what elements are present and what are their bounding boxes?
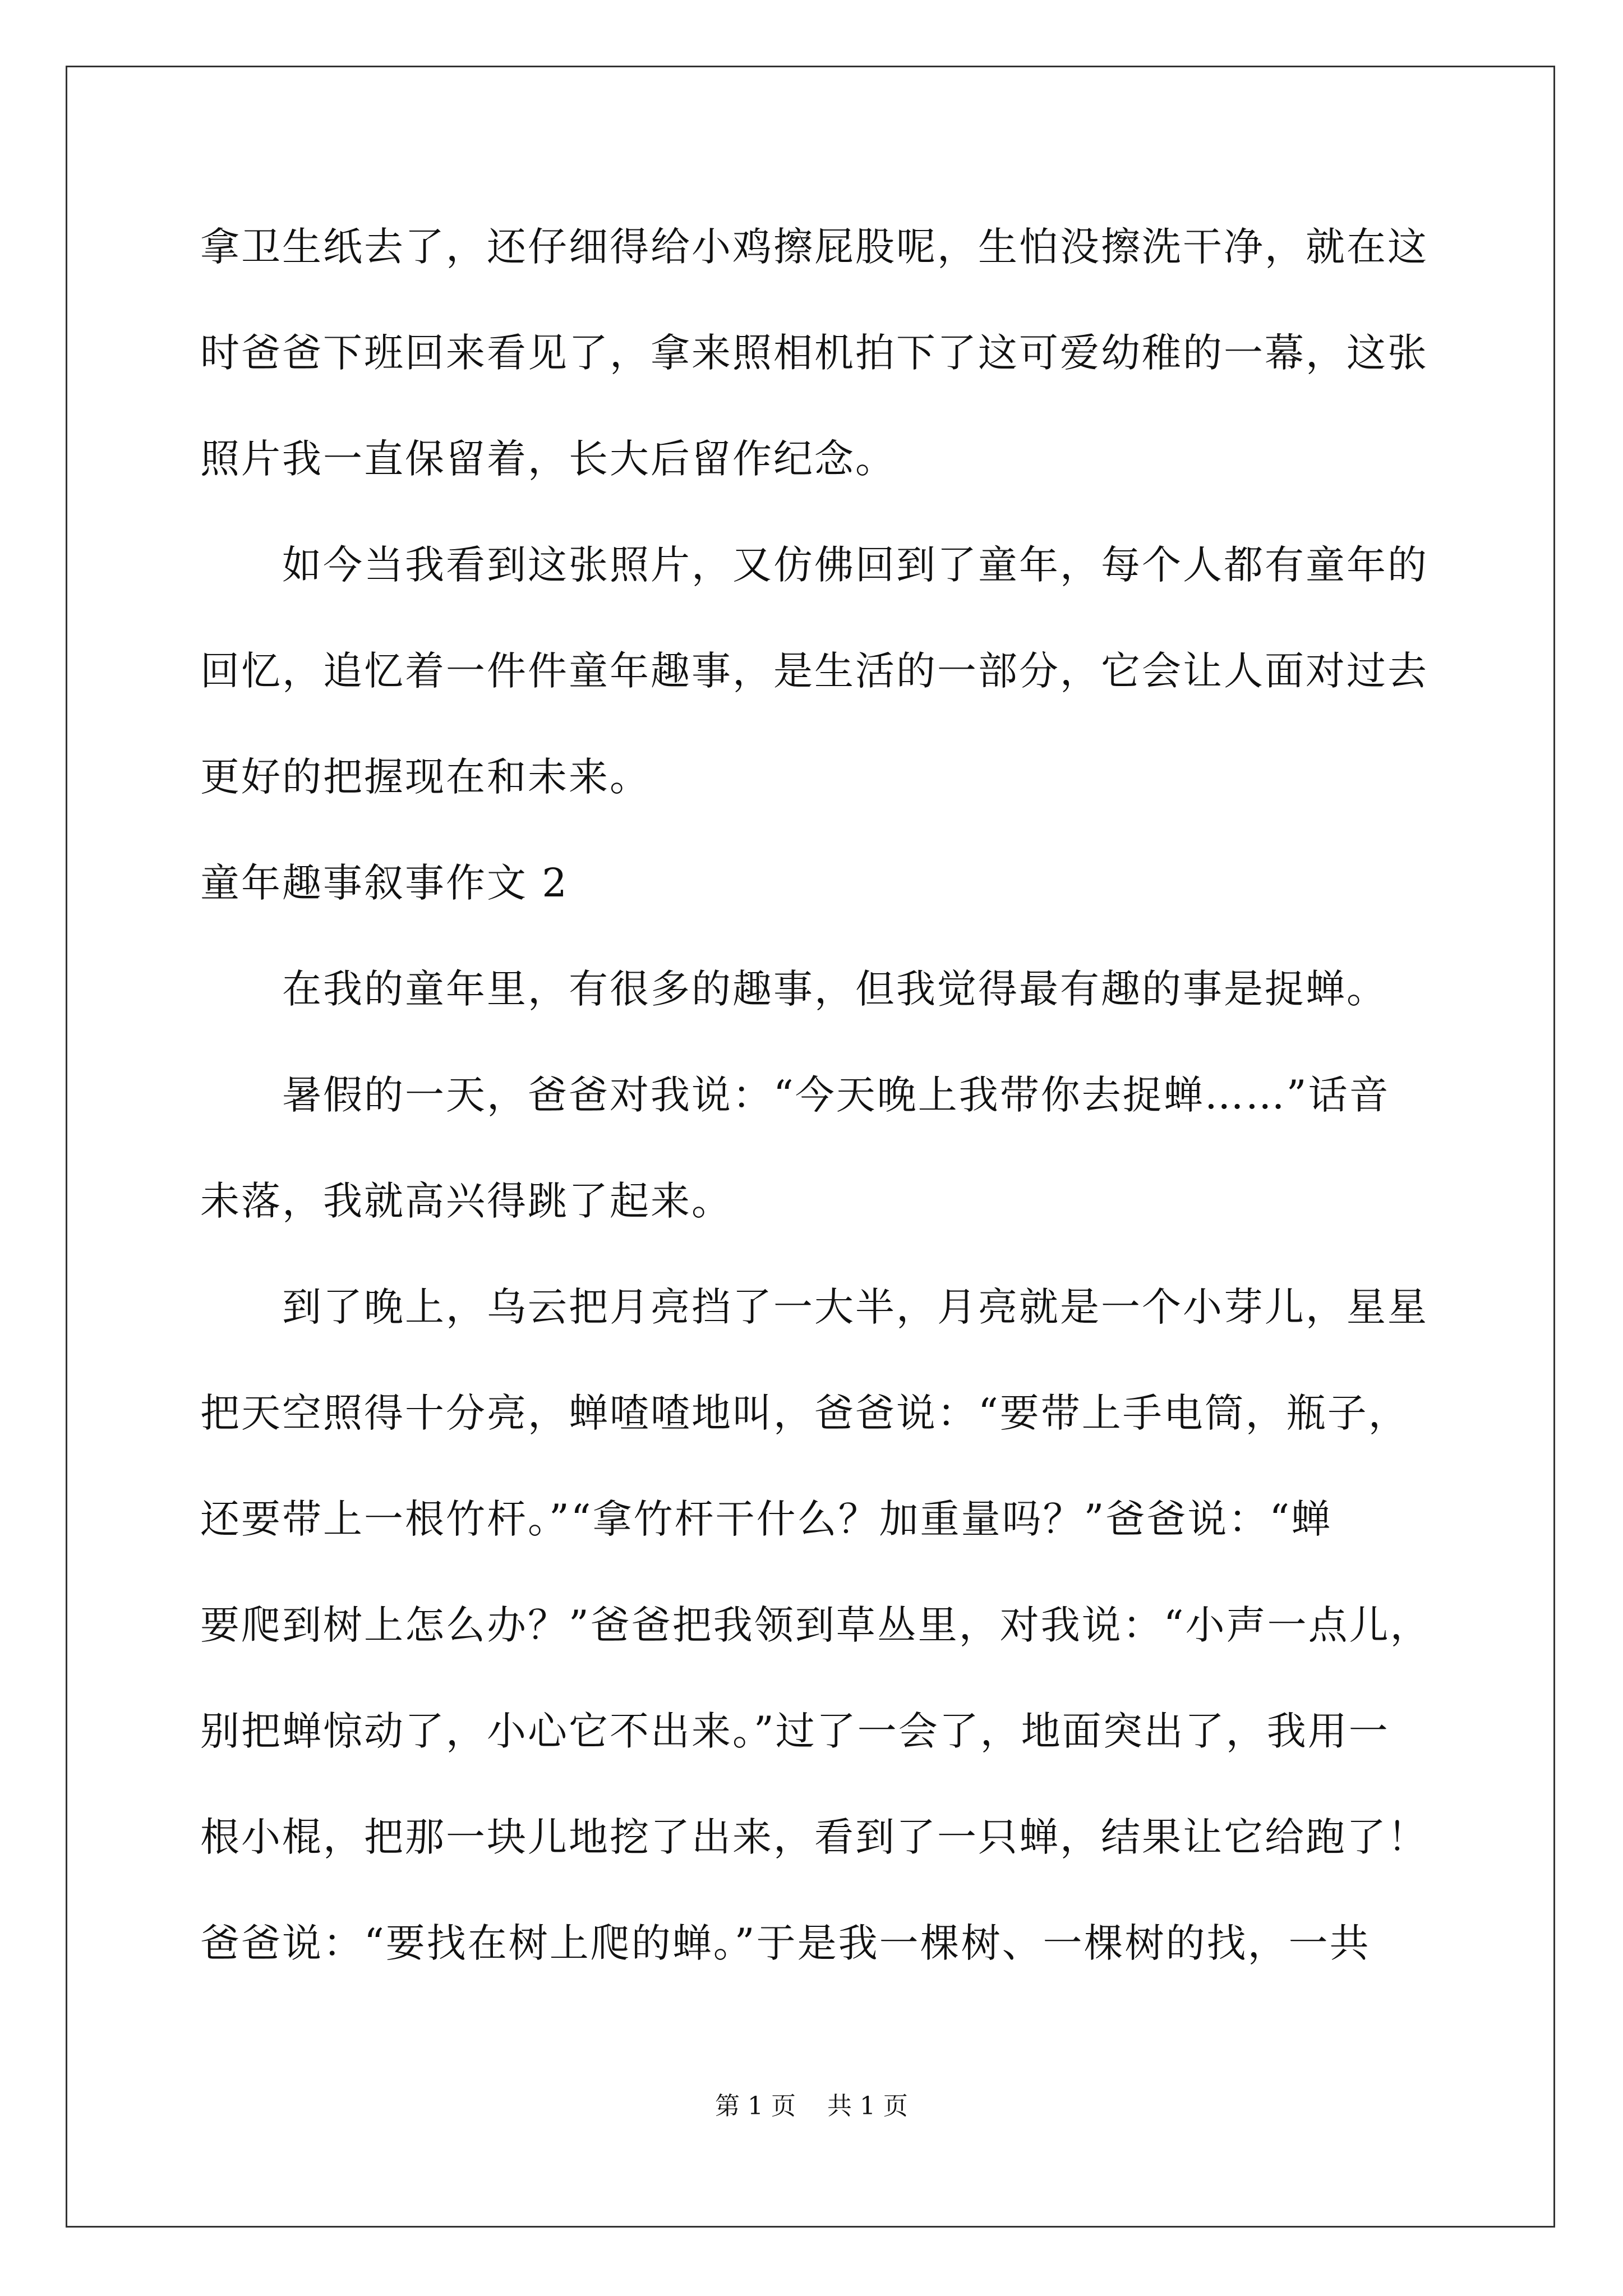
text-line: 别把蝉惊动了，小心它不出来。”过了一会了，地面突出了，我用一 — [200, 1708, 1390, 1754]
text-line: 在我的童年里，有很多的趣事，但我觉得最有趣的事是捉蝉。 — [200, 966, 1387, 1012]
text-line: 拿卫生纸去了，还仔细得给小鸡擦屁股呢，生怕没擦洗干净，就在这 — [200, 224, 1428, 270]
text-line: 爸爸说：“要找在树上爬的蝉。”于是我一棵树、一棵树的找，一共 — [200, 1920, 1371, 1966]
text-line: 要爬到树上怎么办？”爸爸把我领到草丛里，对我说：“小声一点儿， — [200, 1602, 1431, 1648]
text-line: 如今当我看到这张照片，又仿佛回到了童年，每个人都有童年的 — [200, 542, 1428, 588]
page-border — [66, 66, 1555, 2228]
text-line: 暑假的一天，爸爸对我说：“今天晚上我带你去捉蝉……”话音 — [200, 1072, 1390, 1118]
text-line: 时爸爸下班回来看见了，拿来照相机拍下了这可爱幼稚的一幕，这张 — [200, 330, 1428, 376]
text-line: 把天空照得十分亮，蝉喳喳地叫，爸爸说：“要带上手电筒，瓶子， — [200, 1390, 1409, 1436]
text-line: 到了晚上，乌云把月亮挡了一大半，月亮就是一个小芽儿，星星 — [200, 1284, 1428, 1330]
text-line: 照片我一直保留着，长大后留作纪念。 — [200, 436, 896, 482]
page-footer: 第 1 页 共 1 页 — [715, 2092, 908, 2120]
text-line: 还要带上一根竹杆。”“拿竹杆干什么？加重量吗？”爸爸说：“蝉 — [200, 1496, 1332, 1542]
section-heading: 童年趣事叙事作文 2 — [200, 860, 569, 906]
text-line: 回忆，追忆着一件件童年趣事，是生活的一部分，它会让人面对过去 — [200, 648, 1428, 694]
text-line: 未落，我就高兴得跳了起来。 — [200, 1178, 732, 1224]
text-line: 更好的把握现在和未来。 — [200, 754, 651, 800]
text-line: 根小棍，把那一块儿地挖了出来，看到了一只蝉，结果让它给跑了！ — [200, 1814, 1428, 1860]
